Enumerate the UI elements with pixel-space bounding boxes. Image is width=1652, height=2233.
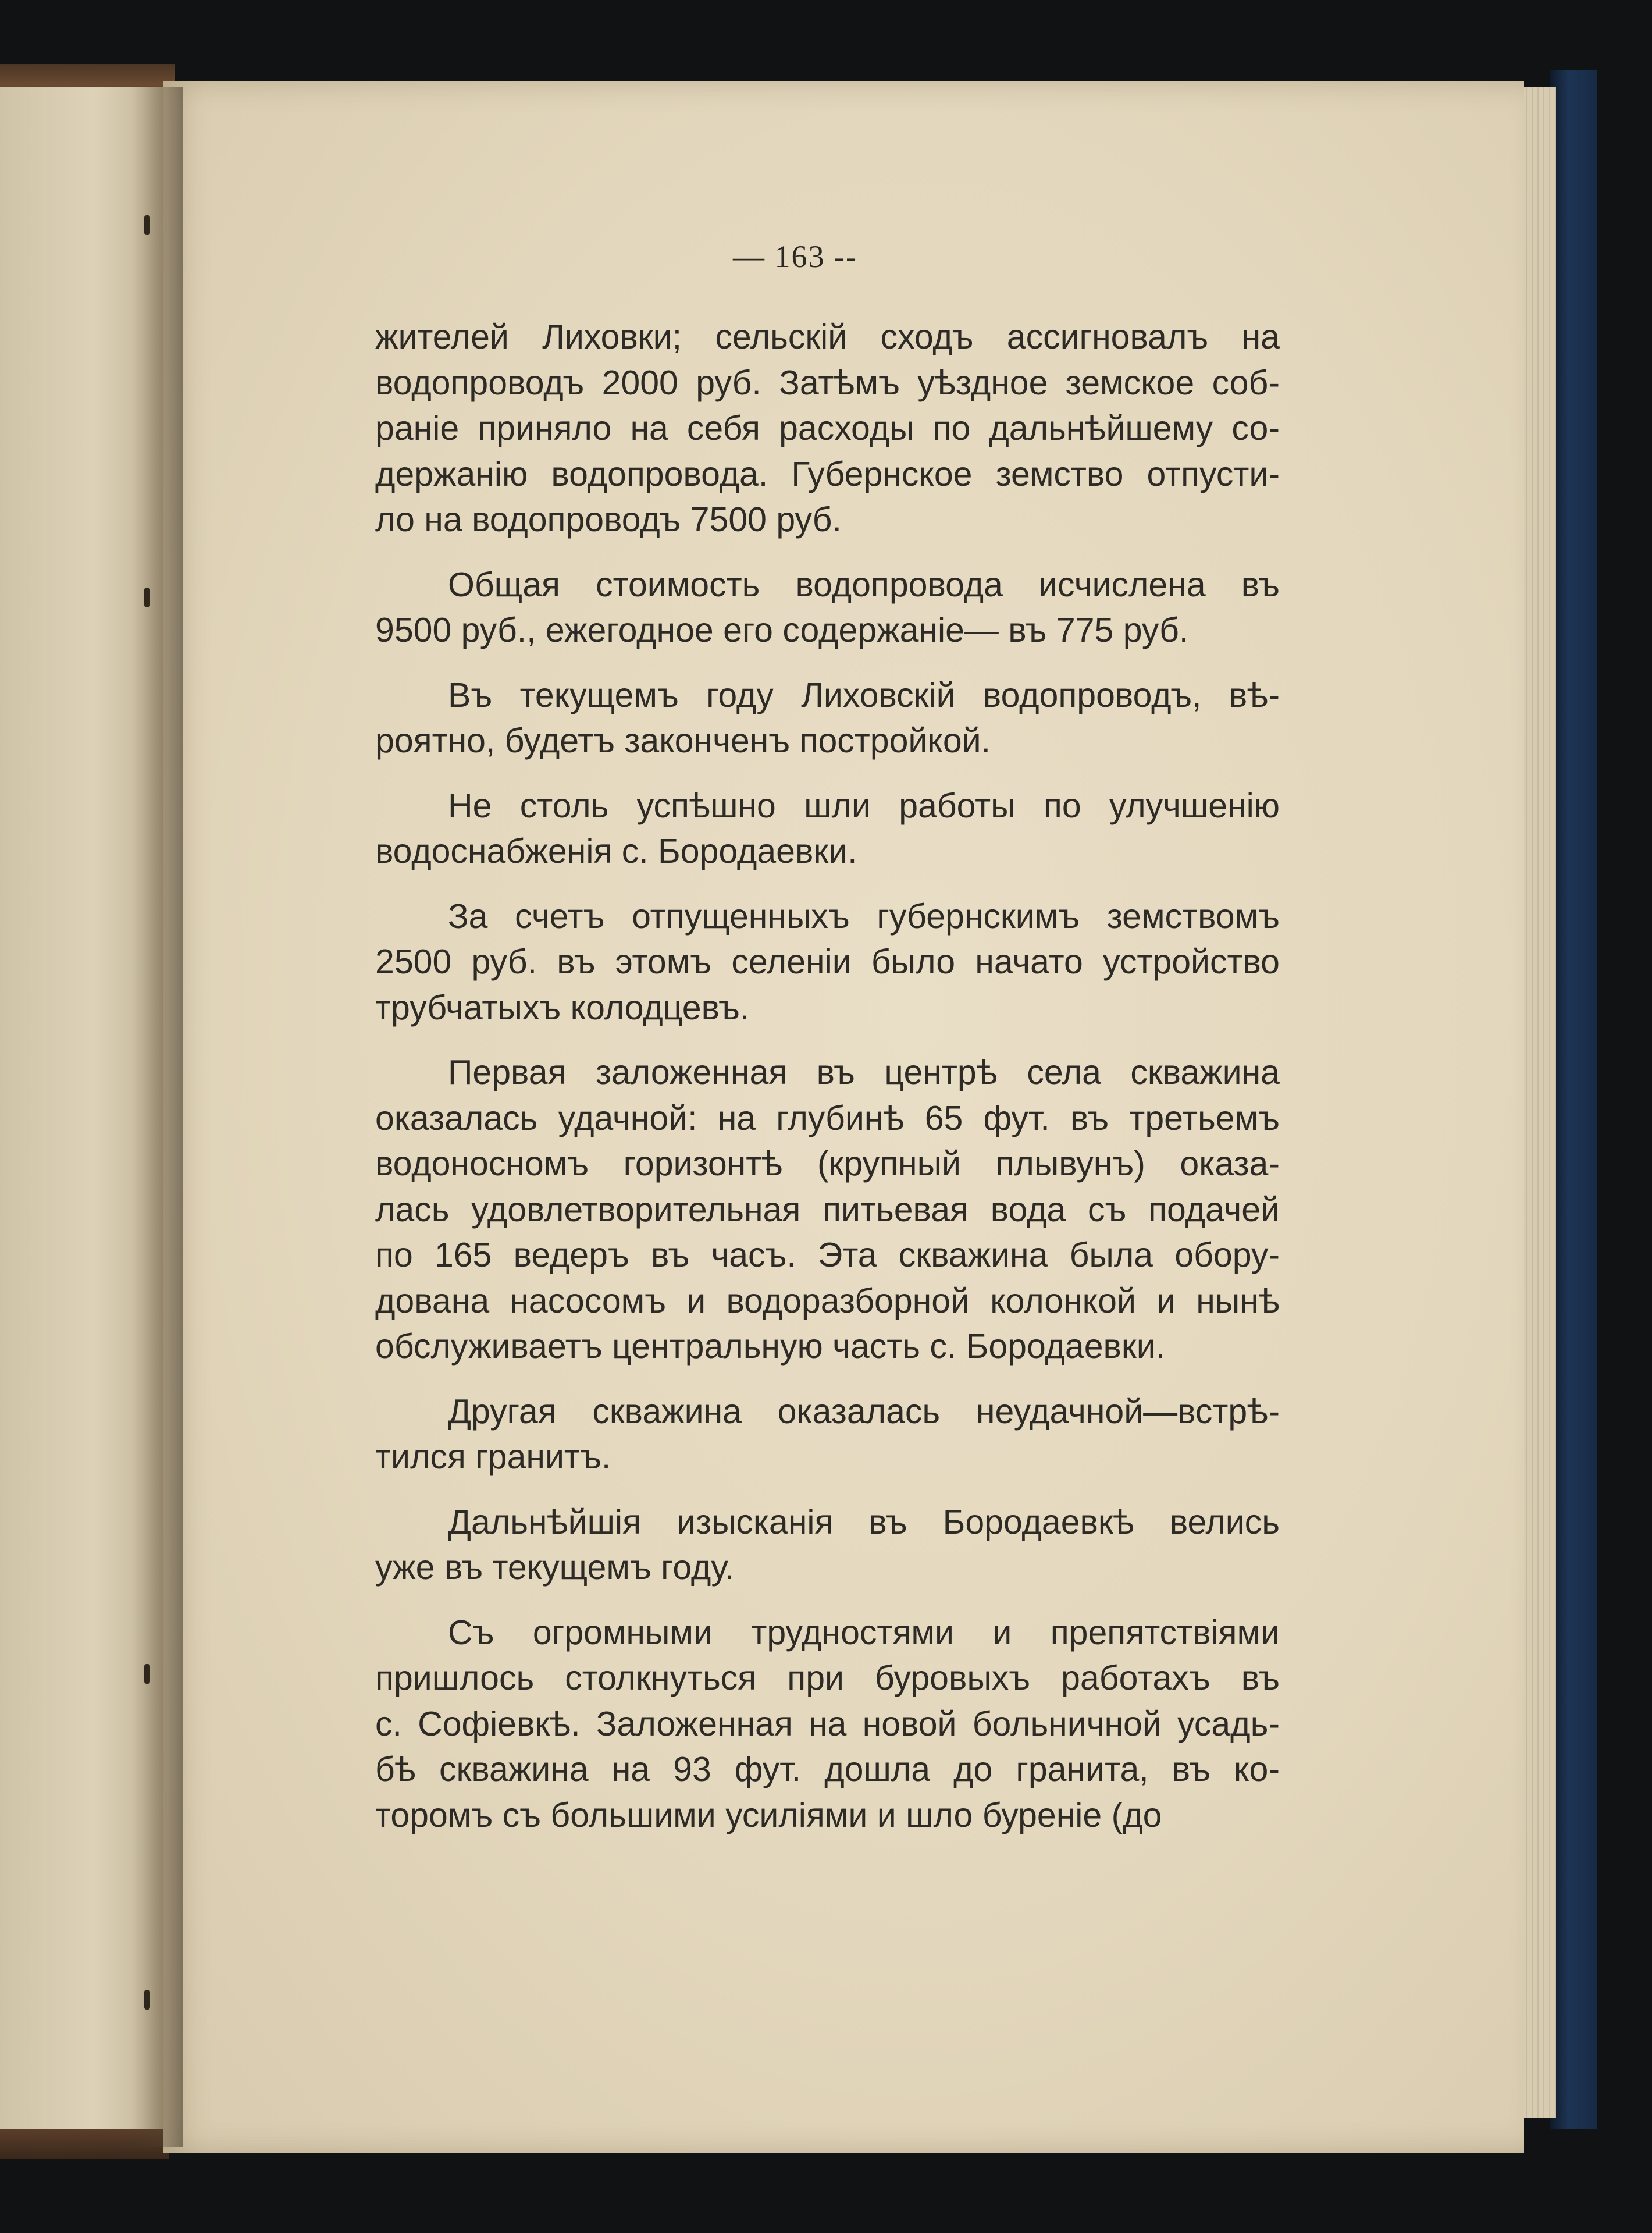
text-line: по 165 ведеръ въ часъ. Эта скважина была обору-: [375, 1236, 1280, 1274]
page-body-text: [375, 314, 1280, 1838]
text-line: водоснабженія с. Бородаевки.: [375, 832, 857, 870]
text-line: Не столь успѣшно шли работы по улучшенію: [448, 786, 1280, 825]
text-line: За счетъ отпущенныхъ губернскимъ земствомъ: [448, 897, 1280, 936]
text-line: трубчатыхъ колодцевъ.: [375, 988, 750, 1027]
text-line: ло на водопроводъ 7500 руб.: [375, 500, 842, 539]
text-line: 9500 руб., ежегодное его содержаніе— въ 775 руб.: [375, 611, 1189, 649]
paragraph: [375, 673, 1280, 764]
text-line: водоносномъ горизонтѣ (крупный плывунъ) оказа-: [375, 1144, 1280, 1183]
paragraph: [375, 562, 1280, 653]
text-line: Дальнѣйшія изысканія въ Бородаевкѣ велись: [448, 1502, 1280, 1541]
paragraph: [375, 314, 1280, 543]
text-line: жителей Лиховки; сельскій сходъ ассигновалъ на: [375, 318, 1280, 356]
text-line: обслуживаетъ центральную часть с. Бородаевки.: [375, 1327, 1166, 1366]
text-line: пришлось столкнуться при буровыхъ работахъ въ: [375, 1659, 1280, 1697]
text-line: с. Софіевкѣ. Заложенная на новой больничной усадь-: [375, 1704, 1280, 1743]
text-line: Первая заложенная въ центрѣ села скважина: [448, 1053, 1280, 1091]
gutter-shadow: [131, 87, 183, 2147]
text-line: оказалась удачной: на глубинѣ 65 фут. въ третьемъ: [375, 1098, 1280, 1137]
text-line: роятно, будетъ законченъ постройкой.: [375, 721, 991, 760]
text-line: 2500 руб. въ этомъ селеніи было начато устройство: [375, 943, 1280, 981]
paragraph: [375, 783, 1280, 874]
right-cover: [1550, 70, 1597, 2129]
text-line: Въ текущемъ году Лиховскій водопроводъ, вѣ-: [448, 675, 1280, 714]
text-line: дована насосомъ и водоразборной колонкой и нынѣ: [375, 1281, 1280, 1320]
text-line: уже въ текущемъ году.: [375, 1548, 735, 1587]
text-line: Другая скважина оказалась неудачной—встрѣ-: [448, 1392, 1280, 1431]
text-line: раніе приняло на себя расходы по дальнѣйшему со-: [375, 409, 1280, 447]
paragraph: [375, 1610, 1280, 1839]
text-line: лась удовлетворительная питьевая вода съ подачей: [375, 1190, 1280, 1229]
text-line: тился гранитъ.: [375, 1438, 611, 1476]
page-number: — 163 --: [733, 239, 857, 274]
text-line: Общая стоимость водопровода исчислена въ: [448, 565, 1280, 604]
text-line: торомъ съ большими усиліями и шло буреніе (до: [375, 1795, 1162, 1834]
paragraph: [375, 1050, 1280, 1370]
paragraph: [375, 894, 1280, 1031]
paragraph: [375, 1389, 1280, 1480]
text-line: бѣ скважина на 93 фут. дошла до гранита, въ ко-: [375, 1750, 1280, 1788]
text-line: водопроводъ 2000 руб. Затѣмъ уѣздное земское соб-: [375, 363, 1280, 402]
paragraph: [375, 1499, 1280, 1591]
text-line: держанію водопровода. Губернское земство отпусти-: [375, 454, 1280, 493]
text-line: Съ огромными трудностями и препятствіями: [448, 1613, 1280, 1652]
